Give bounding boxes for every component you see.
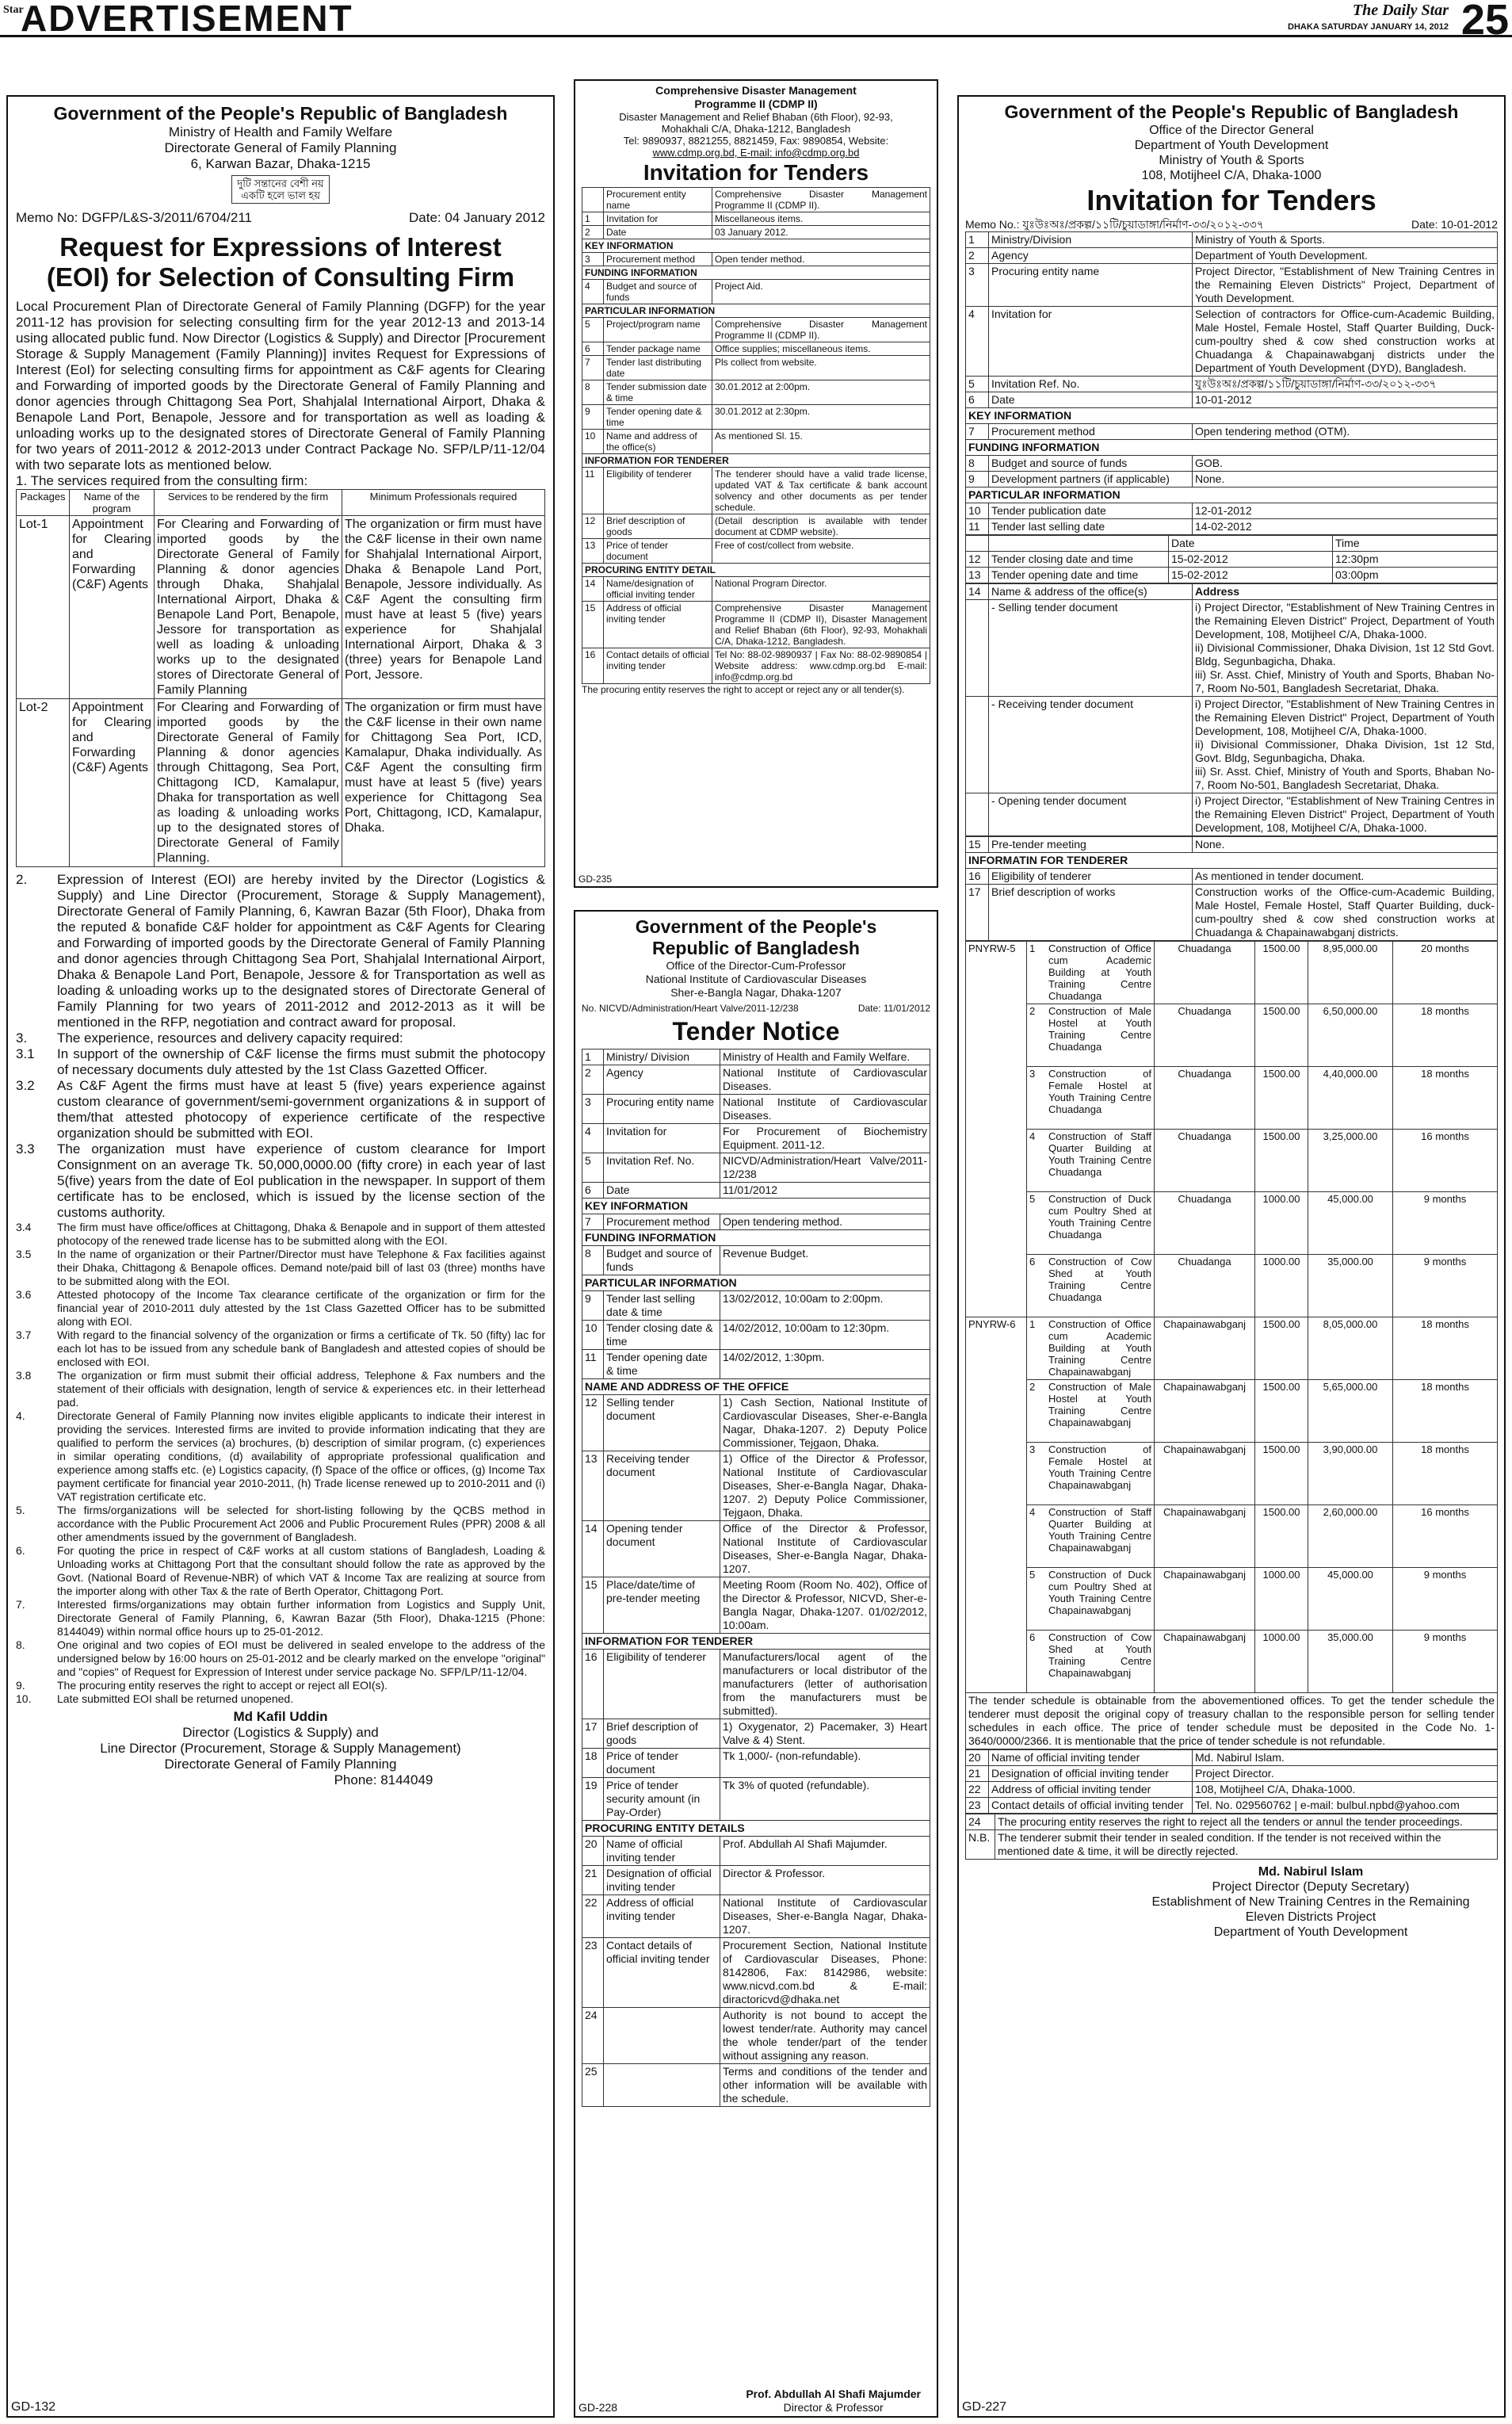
dyd-tender-ad	[957, 95, 1506, 2418]
table-row: 7 Procurement method Open tendering method (OTM).	[966, 424, 1498, 440]
table-row: 6 Construction of Cow Shed at Youth Training Centre Chuadanga Chuadanga 1000.00 35,000.00 9 months	[966, 1255, 1498, 1317]
table-row: - Selling tender document i) Project Director, "Establishment of New Training Centres in the Remaining Eleven District" Project, Department of Youth Development, 108, Motijheel C/A, Dhaka-1000. ii) Divisional Commissioner, Dhaka Division, 1st 12 Std Govt. Bldg, Segunbagicha, Dhaka. iii) Sr. Asst. Chief, Ministry of Youth and Sports, Bhaban No-7, Room No-501, Bangladesh Secretariat, Dhaka.	[966, 600, 1498, 697]
nicvd-ref: No. NICVD/Administration/Heart Valve/2011-12/238	[582, 1003, 799, 1014]
table-row: 17 Brief description of goods 1) Oxygenator, 2) Pacemaker, 3) Heart Valve & 4) Stent.	[582, 1719, 930, 1749]
table-row: 6 Tender package name Office supplies; miscellaneous items.	[582, 342, 930, 356]
table-row: 21 Designation of official inviting tender Director & Professor.	[582, 1866, 930, 1895]
table-row: 5 Invitation Ref. No. যুঃউঃঅঃ/প্রকল্প/১১টি/চুয়াডাঙ্গা/নির্মাণ-৩৩/২০১২-৩৩৭	[966, 377, 1498, 392]
table-row: - Receiving tender document i) Project Director, "Establishment of New Training Centres in the Remaining Eleven District" Project, Department of Youth Development, 108, Motijheel C/A, Dhaka-1000. ii) Divisional Commissioner, Dhaka Division, 1st 12 Std, Govt. Bldg, Segunbagicha, Dhaka. iii) Sr. Asst. Chief, Ministry of Youth and Sports, Bhaban No-7, Room No-501, Bangladesh Secretariat, Dhaka.	[966, 697, 1498, 793]
table-row: 10 Tender closing date & time 14/02/2012, 10:00am to 12:30pm.	[582, 1321, 930, 1350]
dyd-datetime-table: Date Time 12 Tender closing date and time 15-02-2012 12:30pm 13 Tender opening date and time 15-02-2012 03:00pm	[965, 535, 1498, 583]
table-row: 4 Invitation for For Procurement of Biochemistry Equipment. 2011-12.	[582, 1124, 930, 1153]
numbered-paragraph: 9. The procuring entity reserves the right to accept or reject all EOI(s).	[16, 1679, 388, 1692]
table-row: PNYRW-5 1 Construction of Office cum Academic Building at Youth Training Centre Chuadanga Chuadanga 1500.00 8,95,000.00 20 months	[966, 942, 1498, 1004]
table-row: 18 Price of tender document Tk 1,000/- (non-refundable).	[582, 1749, 930, 1778]
dgfp-signature: Md Kafil Uddin Director (Logistics & Supply) and Line Director (Procurement, Storage & Supply Management) Directorate General of Family Planning Phone: 8144049	[100, 1709, 461, 1787]
table-row: 20 Name of official inviting tender Prof. Abdullah Al Shafi Majumder.	[582, 1837, 930, 1866]
dgfp-services-table: Packages Name of the program Services to be rendered by the firm Minimum Professionals required Lot-1 Appointment for Clearing and Forwarding (C&F) Agents For Clearing and Forwarding of imported goods by the Directorate General of Family Planning & donor agencies through Dhaka, Shahjalal International Airport, Dhaka & Benapole Land Port, Benapole, Jessore for transportation as well as loading & unloading works up to the designated stores of Directorate General of Family Planning The organization or firm must have the C&F license in their own name for Shahjalal International Airport, Dhaka & Benapole Land Port, Benapole, Jessore individually. As C&F Agent the consulting firm must have at least 5 (five) years experience for Shahjalal International Airport, Dhaka & 3 (three) years for Benapole Land Port, Jessore. Lot-2 Appointment for Clearing and Forwarding (C&F) Agents For Clearing and Forwarding of imported goods by the Directorate General of Family Planning & donor agencies through Chittagong, Sea Port, Chittagong ICD, Kamalapur, Dhaka for transportation as well as loading & unloading works up to the designated stores of Directorate General of Family Planning. The organization or firm must have the C&F license in their own name for Chittagong Sea Port, ICD, Kamalapur, Dhaka individually. As C&F Agent the consulting firm must have at least 5 (five) years experience for Chittagong Sea Port, Chittagong, ICD, Kamalapur, Dhaka.	[16, 489, 545, 867]
table-row: 23 Contact details of official inviting tender Procurement Section, National Institute of Cardiovascular Diseases, Phone: 8142806, Fax: 8142986, website: www.nicvd.com.bd & E-mail: diractoricvd@dhaka.net	[582, 1938, 930, 2008]
nicvd-gd-code: GD-228	[578, 2401, 618, 2414]
dyd-tenderer-info	[965, 836, 1498, 941]
dyd-works-table	[965, 941, 1498, 1693]
table-row: 4 Construction of Staff Quarter Building at Youth Training Centre Chuadanga Chuadanga 1500.00 3,25,000.00 16 months	[966, 1130, 1498, 1192]
section-heading: PARTICULAR INFORMATION	[966, 487, 1498, 503]
table-row: Lot-1 Appointment for Clearing and Forwarding (C&F) Agents For Clearing and Forwarding of imported goods by the Directorate General of Family Planning & donor agencies through Dhaka, Shahjalal International Airport, Dhaka & Benapole Land Port, Benapole, Jessore for transportation as well as loading & unloading works up to the designated stores of Directorate General of Family Planning The organization or firm must have the C&F license in their own name for Shahjalal International Airport, Dhaka & Benapole Land Port, Benapole, Jessore individually. As C&F Agent the consulting firm must have at least 5 (five) years experience for Shahjalal International Airport, Dhaka & 3 (three) years for Benapole Land Port, Jessore.	[17, 516, 545, 699]
table-row: 17 Brief description of works Construction works of the Office-cum-Academic Building, Male Hostel, Female Hostel, Staff Quarter Building, duck-cum-poultry shed & cow shed construction works at Chuadanga & Chapainawabganj districts.	[966, 885, 1498, 941]
table-row: Lot-2 Appointment for Clearing and Forwarding (C&F) Agents For Clearing and Forwarding of imported goods by the Directorate General of Family Planning & donor agencies through Chittagong, Sea Port, Chittagong ICD, Kamalapur, Dhaka for transportation as well as loading & unloading works up to the designated stores of Directorate General of Family Planning. The organization or firm must have the C&F license in their own name for Chittagong Sea Port, ICD, Kamalapur, Dhaka individually. As C&F Agent the consulting firm must have at least 5 (five) years experience for Chittagong Sea Port, Chittagong, ICD, Kamalapur, Dhaka.	[17, 699, 545, 867]
table-row: 3 Construction of Female Hostel at Youth Training Centre Chuadanga Chuadanga 1500.00 4,40,000.00 18 months	[966, 1067, 1498, 1130]
numbered-paragraph: 4. Directorate General of Family Planning now invites eligible applicants to indicate their interest in providing the services. Interested firms are invited to provide information indicating that they are qualified to perform the services (a) brochures, (b) description of similar program, (c) experiences in similar operating conditions, (d) availability of appropriate professional qualification and experience among staffs etc. (e) Logistics capacity, (f) Space of the office or offices, (g) Income Tax payment certificate for financial year 2010-2011, (h) Trade license renewed up to 2010-2011 and (i) VAT registration certificate etc.	[16, 1409, 545, 1503]
newspaper-name: The Daily Star	[1352, 2, 1449, 19]
table-row: 1 Invitation for Miscellaneous items.	[582, 212, 930, 226]
table-row: 2 Construction of Male Hostel at Youth Training Centre Chuadanga Chuadanga 1500.00 6,50,000.00 18 months	[966, 1004, 1498, 1067]
dyd-tender-table	[965, 231, 1498, 535]
table-row: 24 Authority is not bound to accept the lowest tender/rate. Authority may cancel the whole tender/part of the tender without assigning any reason.	[582, 2008, 930, 2064]
dgfp-eoi-title: Request for Expressions of Interest (EOI) for Selection of Consulting Firm	[46, 232, 515, 292]
dgfp-eoi-ad	[6, 95, 555, 2418]
section-heading: NAME AND ADDRESS OF THE OFFICE	[582, 1379, 930, 1395]
numbered-paragraph: 3.4 The firm must have office/offices at Chittagong, Dhaka & Benapole and in support of them attested photocopy of the renewed trade license has to be submitted along with the EOI.	[16, 1221, 545, 1247]
table-row: 16 Contact details of official inviting tender Tel No: 88-02-9890937 | Fax No: 88-02-9890854 | Website address: www.cdmp.org.bd E-mail: info@cdmp.org.bd	[582, 648, 930, 684]
table-row: 6 Date 10-01-2012	[966, 392, 1498, 408]
page-header	[0, 0, 1512, 44]
dyd-date: Date: 10-01-2012	[1411, 218, 1498, 231]
table-row: 8 Tender submission date & time 30.01.2012 at 2:00pm.	[582, 380, 930, 405]
dyd-office-addresses: 14 Name & address of the office(s) Address - Selling tender document i) Project Director, "Establishment of New Training Centres in the Remaining Eleven District" Project, Department of Youth Development, 108, Motijheel C/A, Dhaka-1000. ii) Divisional Commissioner, Dhaka Division, 1st 12 Std Govt. Bldg, Segunbagicha, Dhaka. iii) Sr. Asst. Chief, Ministry of Youth and Sports, Bhaban No-7, Room No-501, Bangladesh Secretariat, Dhaka. - Receiving tender document i) Project Director, "Establishment of New Training Centres in the Remaining Eleven District" Project, Department of Youth Development, 108, Motijheel C/A, Dhaka-1000. ii) Divisional Commissioner, Dhaka Division, 1st 12 Std, Govt. Bldg, Segunbagicha, Dhaka. iii) Sr. Asst. Chief, Ministry of Youth and Sports, Bhaban No-7, Room No-501, Bangladesh Secretariat, Dhaka. - Opening tender document i) Project Director, "Establishment of New Training Centres in the Remaining Eleven District" Project, Department of Youth Development, 108, Motijheel C/A, Dhaka-1000.	[965, 583, 1498, 836]
table-row: 4 Invitation for Selection of contractors for Office-cum-Academic Building, Male Hostel, Female Hostel, Staff Quarter Building, Duck-cum-poultry shed & cow shed construction works at Chuadanga & Chapainawabganj districts under the Department of Youth Development (DYD), Bangladesh.	[966, 307, 1498, 377]
nicvd-date: Date: 11/01/2012	[857, 1003, 930, 1014]
section-heading: FUNDING INFORMATION	[582, 266, 930, 280]
dgfp-intro: Local Procurement Plan of Directorate General of Family Planning (DGFP) for the year 2011-12 has provision for selecting consulting firm for the year 2012-13 and 2013-14 using allocated public fund. Now Director (Logistics & Supply) and Director [Procurement Storage & Supply Management (Family Planning)] invites Request for Expressions of Interest (EoI) for selecting consulting firms for appointment as C&F agents for Clearing and Forwarding of imported goods by the Directorate General of Family Planning and donor agencies through Chittagong Sea Port, Shahjalal International Airport, Dhaka & Benapole Land Port, Benapole, Jessore and for transportation as well as loading & unloading works up to the designated stores of Directorate General of Family Planning for two years of 2011-2012 & 2012-2013 under Contract Package No. SFP/LP/11-12/04 with two separate lots as mentioned below.	[16, 299, 545, 472]
table-row: 11 Tender last selling date 14-02-2012	[966, 519, 1498, 535]
table-row: 5 Construction of Duck cum Poultry Shed at Youth Training Centre Chuadanga Chuadanga 1000.00 45,000.00 9 months	[966, 1192, 1498, 1255]
dyd-gov-title: Government of the People's Republic of Bangladesh	[1004, 101, 1459, 122]
table-row: - Opening tender document i) Project Director, "Establishment of New Training Centres in the Remaining Eleven District" Project, Department of Youth Development, 108, Motijheel C/A, Dhaka-1000.	[966, 793, 1498, 836]
table-row: 8 Budget and source of funds Revenue Budget.	[582, 1246, 930, 1275]
star-logo: Star	[3, 4, 24, 16]
dgfp-gd-code: GD-132	[11, 2400, 56, 2414]
dyd-row-12: 12 Tender closing date and time 15-02-2012 12:30pm	[966, 552, 1498, 568]
numbered-paragraph: 10. Late submitted EOI shall be returned unopened.	[16, 1692, 294, 1705]
table-row: 3 Construction of Female Hostel at Youth Training Centre Chapainawabganj Chapainawabganj 1500.00 3,90,000.00 18 months	[966, 1443, 1498, 1505]
dgfp-address: Ministry of Health and Family Welfare Directorate General of Family Planning 6, Karwan Bazar, Dhaka-1215	[164, 124, 397, 171]
table-row: 1 Ministry/ Division Ministry of Health and Family Welfare.	[582, 1050, 930, 1065]
family-planning-slogan: দুটি সন্তানের বেশী নয় একটি হলে ভাল হয়	[231, 175, 329, 204]
table-row: 9 Development partners (if applicable) None.	[966, 472, 1498, 487]
numbered-paragraph: 6. For quoting the price in respect of C&F works at all custom stations of Bangladesh, Loading & Unloading works at Chittagong Port that the consultant should follow the rate as approved by the Govt. (National Board of Revenue-NBR) of which VAT & Income Tax are realizing at source from the importer along with other Tax & the rate of Berth Operator, Chittagong Port.	[16, 1544, 545, 1597]
table-row: 9 Tender opening date & time 30.01.2012 at 2:30pm.	[582, 405, 930, 430]
dgfp-gov-title: Government of the People's Republic of Bangladesh	[53, 103, 508, 124]
table-row: 22 Address of official inviting tender National Institute of Cardiovascular Diseases, Sher-e-Bangla Nagar, Dhaka-1207.	[582, 1895, 930, 1938]
section-heading: INFORMATION FOR TENDERER	[582, 1634, 930, 1650]
table-row: 2 Construction of Male Hostel at Youth Training Centre Chapainawabganj Chapainawabganj 1500.00 5,65,000.00 18 months	[966, 1380, 1498, 1443]
table-row: 7 Procurement method Open tendering method.	[582, 1214, 930, 1230]
dyd-signature: Md. Nabirul Islam Project Director (Deputy Secretary) Establishment of New Training Centres in the Remaining Eleven Districts Project Department of Youth Development	[1151, 1865, 1470, 1939]
cdmp-footnote: The procuring entity reserves the right to accept or reject any or all tender(s).	[582, 684, 905, 695]
issue-date: DHAKA SATURDAY JANUARY 14, 2012	[1288, 22, 1449, 32]
numbered-paragraph: 3.6 Attested photocopy of the Income Tax clearance certificate of the organization or firm for the financial year of 2010-2011 duly attested by the 1st Class Gazetted Officer has to be submitted along with EOI.	[16, 1288, 545, 1328]
table-row: 12 Brief description of goods (Detail description is available with tender document at CDMP website).	[582, 514, 930, 539]
nicvd-tender-table	[582, 1049, 930, 2107]
cdmp-header: Comprehensive Disaster Management Programme II (CDMP II) Disaster Management and Relief Bhaban (6th Floor), 92-93, Mohakhali C/A, Dhaka-1212, Bangladesh Tel: 9890937, 8821255, 8821459, Fax: 9890854, Website: www.cdmp.org.bd, E-mail: info@cdmp.org.bd	[619, 84, 893, 159]
cdmp-tender-table	[582, 187, 930, 684]
table-row: 11 Tender opening date & time 14/02/2012, 1:30pm.	[582, 1350, 930, 1379]
nicvd-gov-title: Government of the People's Republic of Bangladesh	[635, 916, 877, 958]
table-row: 2 Agency National Institute of Cardiovascular Diseases.	[582, 1065, 930, 1095]
section-heading: FUNDING INFORMATION	[966, 440, 1498, 456]
numbered-paragraph: 3.7 With regard to the financial solvency of the organization or firms a certificate of Tk. 50 (fifty) lac for each lot has to be issued from any schedule bank of Bangladesh and attested copies of should be enclosed with EOI.	[16, 1329, 545, 1368]
nicvd-tender-ad	[574, 910, 938, 2418]
table-row: 5 Invitation Ref. No. NICVD/Administration/Heart Valve/2011-12/238	[582, 1153, 930, 1183]
table-row: 15 Pre-tender meeting None.	[966, 837, 1498, 853]
section-heading: PROCURING ENTITY DETAILS	[582, 1821, 930, 1837]
numbered-paragraph: 3.8 The organization or firm must submit their official address, Telephone & Fax numbers and the statement of their officials with designation, length of service & experiences etc. in their letterhead pad.	[16, 1369, 545, 1409]
numbered-paragraph: 5. The firms/organizations will be selected for short-listing following by the QCBS method in accordance with the Public Procurement Act 2006 and Public Procurement Rules (PPR) 2008 & all other amendments issued by the government of Bangladesh.	[16, 1504, 545, 1543]
dyd-address: Office of the Director General Department of Youth Development Ministry of Youth & Sports 108, Motijheel C/A, Dhaka-1000	[1134, 124, 1329, 182]
dyd-row-13: 13 Tender opening date and time 15-02-2012 03:00pm	[966, 568, 1498, 583]
numbered-paragraph: 7. Interested firms/organizations may obtain further information from Logistics and Supply Unit, Directorate General of Family Planning, 6, Kawran Bazar (5th Floor), Dhaka-1215 (Phone: 8144049) within normal office hours up to 25-01-2012.	[16, 1598, 545, 1638]
table-row: 2 Date 03 January 2012.	[582, 226, 930, 239]
dgfp-section-1: 1. The services required from the consulting firm:	[16, 473, 308, 488]
table-row: 14 Opening tender document Office of the Director & Professor, National Institute of Cardiovascular Diseases, Sher-e-Bangla Nagar, Dhaka-1207.	[582, 1521, 930, 1577]
dyd-schedule-note: The tender schedule is obtainable from the abovementioned offices. To get the tender schedule the tenderer must deposit the original copy of treasury challan to the responsible person for selling tender schedules in each office. The price of tender schedule must be deposited in the Code No. 1-3640/0000/2366. It is mentionable that the price of tender schedule is not refundable.	[965, 1693, 1498, 1749]
table-row: 5 Project/program name Comprehensive Disaster Management Programme II (CDMP II).	[582, 318, 930, 342]
nicvd-address: Office of the Director-Cum-Professor National Institute of Cardiovascular Diseases Sher-e-Bangla Nagar, Dhaka-1207	[645, 959, 867, 999]
section-heading: PROCURING ENTITY DETAIL	[582, 564, 930, 577]
table-row: 13 Price of tender document Free of cost/collect from website.	[582, 539, 930, 564]
section-heading: KEY INFORMATION	[966, 408, 1498, 424]
table-row: 11 Eligibility of tenderer The tenderer should have a valid trade license, updated VAT & Tax certificate & bank account solvency and other documents as per tender schedule.	[582, 468, 930, 514]
table-row: 4 Budget and source of funds Project Aid.	[582, 280, 930, 304]
table-row: 7 Tender last distributing date Pls collect from website.	[582, 356, 930, 380]
table-row: 3 Procurement method Open tender method.	[582, 253, 930, 266]
table-row: 6 Date 11/01/2012	[582, 1183, 930, 1199]
cdmp-gd-code: GD-235	[578, 874, 613, 885]
table-row: 16 Eligibility of tenderer Manufacturers/local agent of the manufacturers or local distributor of the manufacturers (letter of authorisation from the manufacturers must be submitted).	[582, 1650, 930, 1719]
table-row: 8 Budget and source of funds GOB.	[966, 456, 1498, 472]
table-row: 16 Eligibility of tenderer As mentioned in tender document.	[966, 869, 1498, 885]
numbered-paragraph: 3. The experience, resources and delivery capacity required:	[16, 1030, 403, 1046]
table-row: 19 Price of tender security amount (in Pay-Order) Tk 3% of quoted (refundable).	[582, 1778, 930, 1821]
table-row: 1 Ministry/Division Ministry of Youth & Sports.	[966, 232, 1498, 248]
numbered-paragraph: 3.3 The organization must have experience of custom clearance for Import Consignment on an average Tk. 50,000,0000.00 (fifty crore) in each year of last 5(five) years from the date of EoI publication in the newspaper. In support of them certificate has to be enclosed, which is issued by the license section of the customs authority.	[16, 1141, 545, 1220]
section-heading: KEY INFORMATION	[582, 239, 930, 253]
table-row: 10 Tender publication date 12-01-2012	[966, 503, 1498, 519]
table-row: 22 Address of official inviting tender 108, Motijheel C/A, Dhaka-1000.	[966, 1782, 1498, 1798]
dyd-title: Invitation for Tenders	[1086, 184, 1376, 216]
dgfp-memo: Memo No: DGFP/L&S-3/2011/6704/211	[16, 210, 252, 225]
cdmp-tender-ad	[574, 79, 938, 888]
numbered-paragraph: 8. One original and two copies of EOI must be delivered in sealed envelope to the address of the undersigned below by 16:00 hours on 25-01-2012 and be clearly marked on the envelope "original" and "copies" of Request for Expression of Interest under service package No. SFP/LP/11-12/04.	[16, 1638, 545, 1678]
numbered-paragraph: 3.1 In support of the ownership of C&F license the firms must submit the photocopy of necessary documents duly attested by the 1st Class Gazetted Officer.	[16, 1046, 545, 1077]
section-heading: INFORMATION FOR TENDERER	[582, 454, 930, 468]
table-row: 20 Name of official inviting tender Md. Nabirul Islam.	[966, 1750, 1498, 1766]
section-heading: PARTICULAR INFORMATION	[582, 1275, 930, 1291]
table-row: 14 Name/designation of official inviting tender National Program Director.	[582, 577, 930, 602]
section-heading: INFORMATIN FOR TENDERER	[966, 853, 1498, 869]
table-row: 2 Agency Department of Youth Development.	[966, 248, 1498, 264]
section-heading: KEY INFORMATION	[582, 1199, 930, 1214]
table-row: 5 Construction of Duck cum Poultry Shed at Youth Training Centre Chapainawabganj Chapainawabganj 1000.00 45,000.00 9 months	[966, 1568, 1498, 1631]
table-row: PNYRW-6 1 Construction of Office cum Academic Building at Youth Training Centre Chapainawabganj Chapainawabganj 1500.00 8,05,000.00 18 months	[966, 1317, 1498, 1380]
numbered-paragraph: 3.5 In the name of organization or their Partner/Director must have Telephone & Fax facilities against their Dhaka, Chittagong & Benapole offices. Demand note/paid bill of last 03 (three) months have to be submitted along with the EOI.	[16, 1248, 545, 1287]
table-row: 4 Construction of Staff Quarter Building at Youth Training Centre Chapainawabganj Chapainawabganj 1500.00 2,60,000.00 16 months	[966, 1505, 1498, 1568]
table-row: 9 Tender last selling date & time 13/02/2012, 10:00am to 2:00pm.	[582, 1291, 930, 1321]
numbered-paragraph: 2. Expression of Interest (EOI) are hereby invited by the Director (Logistics & Supply) and Line Director (Procurement, Storage & Supply Management), Directorate General of Family Planning, 6, Kawran Bazar (5th Floor), Dhaka from the reputed & bonafide C&F holder for appointment as C&F Agents for Clearing and Forwarding of imported goods by the Directorate General of Family Planning and donor agencies through Chittagong Sea Port, Shahjalal International Airport, Dhaka & Benapole Land Port, Benapole, Jessore & for Transportation as well as loading & unloading works up to the designated stores of Directorate General of Family Planning for two years of 2011-2012 and 2012-2013 as it will be mentioned in the RFP, negotiation and contract award for proposal.	[16, 872, 545, 1030]
dgfp-date: Date: 04 January 2012	[408, 210, 545, 225]
table-row: 15 Place/date/time of pre-tender meeting Meeting Room (Room No. 402), Office of the Director & Professor, NICVD, Sher-e-Bangla Nagar, Dhaka-1207. 01/02/2012, 10:00am.	[582, 1577, 930, 1634]
dyd-gd-code: GD-227	[962, 2400, 1007, 2414]
dyd-notes: 24 The procuring entity reserves the right to reject all the tenders or annul the tender proceedings. N.B. The tenderer submit their tender in sealed condition. If the tender is not received within the mentioned date & time, it will be directly rejected.	[965, 1814, 1498, 1860]
nicvd-title: Tender Notice	[672, 1017, 840, 1046]
table-row: 6 Construction of Cow Shed at Youth Training Centre Chapainawabganj Chapainawabganj 1000.00 35,000.00 9 months	[966, 1631, 1498, 1693]
page-section-title: ADVERTISEMENT	[21, 0, 353, 39]
section-heading: FUNDING INFORMATION	[582, 1230, 930, 1246]
numbered-paragraph: 3.2 As C&F Agent the firms must have at least 5 (five) years experience against custom clearance of government/semi-government organizations & in support of them/that attested photocopy of experience certificate of the respective organization should be submitted with EOI.	[16, 1078, 545, 1141]
nicvd-signature: Prof. Abdullah Al Shafi Majumder Director & Professor	[746, 2388, 921, 2414]
section-heading: PARTICULAR INFORMATION	[582, 304, 930, 318]
table-row: 21 Designation of official inviting tender Project Director.	[966, 1766, 1498, 1782]
dyd-memo: Memo No.: যুঃউঃঅঃ/প্রকল্প/১১টি/চুয়াডাঙ্গা/নির্মাণ-৩৩/২০১২-৩৩৭	[965, 218, 1264, 231]
cdmp-title: Invitation for Tenders	[643, 160, 869, 185]
table-row: 3 Procuring entity name National Institute of Cardiovascular Diseases.	[582, 1095, 930, 1124]
table-row: 13 Receiving tender document 1) Office of the Director & Professor, National Institute of Cardiovascular Diseases, Sher-e-Bangla Nagar, Dhaka-1207. 2) Deputy Police Commissioner, Tejgaon, Dhaka.	[582, 1451, 930, 1521]
page-number: 25	[1460, 0, 1509, 44]
table-row: 10 Name and address of the office(s) As mentioned Sl. 15.	[582, 430, 930, 454]
table-row: 15 Address of official inviting tender Comprehensive Disaster Management Programme II (CDMP II), Disaster Management and Relief Bhaban (6th Floor), 92-93, Mohakhali C/A, Dhaka-1212, Bangladesh.	[582, 602, 930, 648]
table-row: 23 Contact details of official inviting tender Tel. No. 029560762 | e-mail: bulbul.npbd@yahoo.com	[966, 1798, 1498, 1814]
table-row: Procurement entity name Comprehensive Disaster Management Programme II (CDMP II).	[582, 188, 930, 212]
table-row: 3 Procuring entity name Project Director, "Establishment of New Training Centres in the Remaining Eleven Districts" Project, Department of Youth Development.	[966, 264, 1498, 307]
table-row: 25 Terms and conditions of the tender and other information will be available with the schedule.	[582, 2064, 930, 2107]
dyd-official-details	[965, 1749, 1498, 1814]
table-row: 12 Selling tender document 1) Cash Section, National Institute of Cardiovascular Diseases, Sher-e-Bangla Nagar, Dhaka-1207. 2) Deputy Police Commissioner, Tejgaon, Dhaka.	[582, 1395, 930, 1451]
